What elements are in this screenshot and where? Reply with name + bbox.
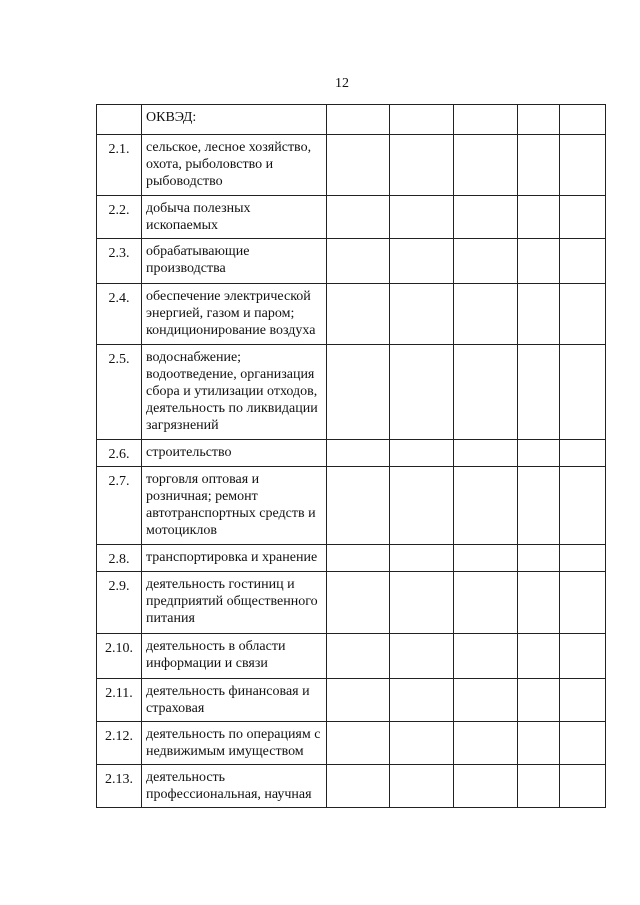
okved-header-label: ОКВЭД: bbox=[142, 105, 327, 135]
table-cell-empty bbox=[454, 545, 518, 572]
table-cell-empty bbox=[390, 467, 454, 545]
table-cell-empty bbox=[560, 196, 606, 239]
table-row bbox=[97, 634, 606, 679]
table-cell-empty bbox=[390, 345, 454, 440]
table-cell-empty bbox=[454, 105, 518, 135]
row-number: 2.10. bbox=[97, 634, 142, 679]
table-cell-empty bbox=[454, 467, 518, 545]
table-cell-empty bbox=[327, 634, 390, 679]
row-number: 2.2. bbox=[97, 196, 142, 239]
activity-name: обеспечение электрической энергией, газом и паром; кондиционирование воздуха bbox=[142, 284, 327, 345]
table-cell-empty bbox=[518, 239, 560, 284]
table-cell-empty bbox=[560, 345, 606, 440]
table-cell-empty bbox=[327, 722, 390, 765]
activity-name: торговля оптовая и розничная; ремонт автотранспортных средств и мотоциклов bbox=[142, 467, 327, 545]
table-row bbox=[97, 284, 606, 345]
table-row bbox=[97, 722, 606, 765]
row-number: 2.4. bbox=[97, 284, 142, 345]
table-cell-empty bbox=[454, 239, 518, 284]
table-cell-empty bbox=[518, 196, 560, 239]
activity-name: деятельность гостиниц и предприятий общественного питания bbox=[142, 572, 327, 634]
activity-name: деятельность по операциям с недвижимым имуществом bbox=[142, 722, 327, 765]
table-cell-empty bbox=[327, 679, 390, 722]
table-cell-empty bbox=[454, 765, 518, 808]
table-row bbox=[97, 239, 606, 284]
activity-name: обрабатывающие производства bbox=[142, 239, 327, 284]
table-cell-empty bbox=[560, 284, 606, 345]
table-cell-empty bbox=[327, 440, 390, 467]
row-number: 2.5. bbox=[97, 345, 142, 440]
table-cell-empty bbox=[390, 545, 454, 572]
table-cell-empty bbox=[518, 467, 560, 545]
table-cell-empty bbox=[454, 440, 518, 467]
table-cell-empty bbox=[560, 722, 606, 765]
okved-table bbox=[96, 104, 606, 808]
row-number: 2.11. bbox=[97, 679, 142, 722]
table-cell-empty bbox=[518, 440, 560, 467]
table-cell-empty bbox=[454, 196, 518, 239]
table-cell-empty bbox=[454, 345, 518, 440]
table-cell-empty bbox=[518, 679, 560, 722]
table-row bbox=[97, 765, 606, 808]
table-cell-empty bbox=[390, 765, 454, 808]
table-row bbox=[97, 679, 606, 722]
activity-name: деятельность в области информации и связи bbox=[142, 634, 327, 679]
activity-name: строительство bbox=[142, 440, 327, 467]
row-number: 2.6. bbox=[97, 440, 142, 467]
table-row bbox=[97, 440, 606, 467]
table-cell-empty bbox=[327, 345, 390, 440]
activity-name: сельское, лесное хозяйство, охота, рыболовство и рыбоводство bbox=[142, 135, 327, 196]
table-cell-empty bbox=[390, 196, 454, 239]
page-number: 12 bbox=[335, 76, 349, 91]
activity-name: деятельность профессиональная, научная bbox=[142, 765, 327, 808]
table-cell-empty bbox=[390, 722, 454, 765]
table-cell-empty bbox=[518, 572, 560, 634]
table-cell-empty bbox=[327, 765, 390, 808]
table-row bbox=[97, 545, 606, 572]
table-cell-empty bbox=[518, 284, 560, 345]
table-row bbox=[97, 467, 606, 545]
activity-name: добыча полезных ископаемых bbox=[142, 196, 327, 239]
table-cell-empty bbox=[390, 679, 454, 722]
table-cell-empty bbox=[560, 440, 606, 467]
table-row bbox=[97, 135, 606, 196]
row-number: 2.12. bbox=[97, 722, 142, 765]
activity-name: деятельность финансовая и страховая bbox=[142, 679, 327, 722]
table-cell-empty bbox=[327, 467, 390, 545]
table-cell-empty bbox=[454, 634, 518, 679]
table-cell-empty bbox=[390, 105, 454, 135]
table-cell-empty bbox=[97, 105, 142, 135]
row-number: 2.3. bbox=[97, 239, 142, 284]
table-cell-empty bbox=[390, 239, 454, 284]
table-cell-empty bbox=[560, 135, 606, 196]
row-number: 2.1. bbox=[97, 135, 142, 196]
row-number: 2.9. bbox=[97, 572, 142, 634]
row-number: 2.13. bbox=[97, 765, 142, 808]
table-cell-empty bbox=[454, 722, 518, 765]
row-number: 2.8. bbox=[97, 545, 142, 572]
table-cell-empty bbox=[560, 634, 606, 679]
table-cell-empty bbox=[327, 196, 390, 239]
table-cell-empty bbox=[560, 239, 606, 284]
table-cell-empty bbox=[390, 135, 454, 196]
row-number: 2.7. bbox=[97, 467, 142, 545]
table-row bbox=[97, 345, 606, 440]
table-cell-empty bbox=[390, 284, 454, 345]
activity-name: водоснабжение; водоотведение, организация сбора и утилизации отходов, деятельность по ликвидации загрязнений bbox=[142, 345, 327, 440]
table-cell-empty bbox=[518, 545, 560, 572]
table-cell-empty bbox=[560, 765, 606, 808]
table-row bbox=[97, 572, 606, 634]
table-cell-empty bbox=[518, 345, 560, 440]
table-cell-empty bbox=[327, 105, 390, 135]
table-cell-empty bbox=[454, 135, 518, 196]
table-cell-empty bbox=[327, 545, 390, 572]
table-cell-empty bbox=[454, 572, 518, 634]
table-cell-empty bbox=[327, 135, 390, 196]
table-cell-empty bbox=[560, 467, 606, 545]
activity-name: транспортировка и хранение bbox=[142, 545, 327, 572]
table-cell-empty bbox=[454, 284, 518, 345]
table-cell-empty bbox=[518, 722, 560, 765]
table-cell-empty bbox=[390, 572, 454, 634]
table-cell-empty bbox=[390, 634, 454, 679]
table-cell-empty bbox=[560, 545, 606, 572]
table-cell-empty bbox=[560, 105, 606, 135]
table-cell-empty bbox=[560, 572, 606, 634]
table-cell-empty bbox=[327, 284, 390, 345]
table-cell-empty bbox=[454, 679, 518, 722]
table-header-row bbox=[97, 105, 606, 135]
table-cell-empty bbox=[518, 765, 560, 808]
table-cell-empty bbox=[518, 135, 560, 196]
table-cell-empty bbox=[327, 572, 390, 634]
table-cell-empty bbox=[518, 105, 560, 135]
table-row bbox=[97, 196, 606, 239]
table-cell-empty bbox=[390, 440, 454, 467]
table-cell-empty bbox=[560, 679, 606, 722]
table-cell-empty bbox=[327, 239, 390, 284]
table-cell-empty bbox=[518, 634, 560, 679]
